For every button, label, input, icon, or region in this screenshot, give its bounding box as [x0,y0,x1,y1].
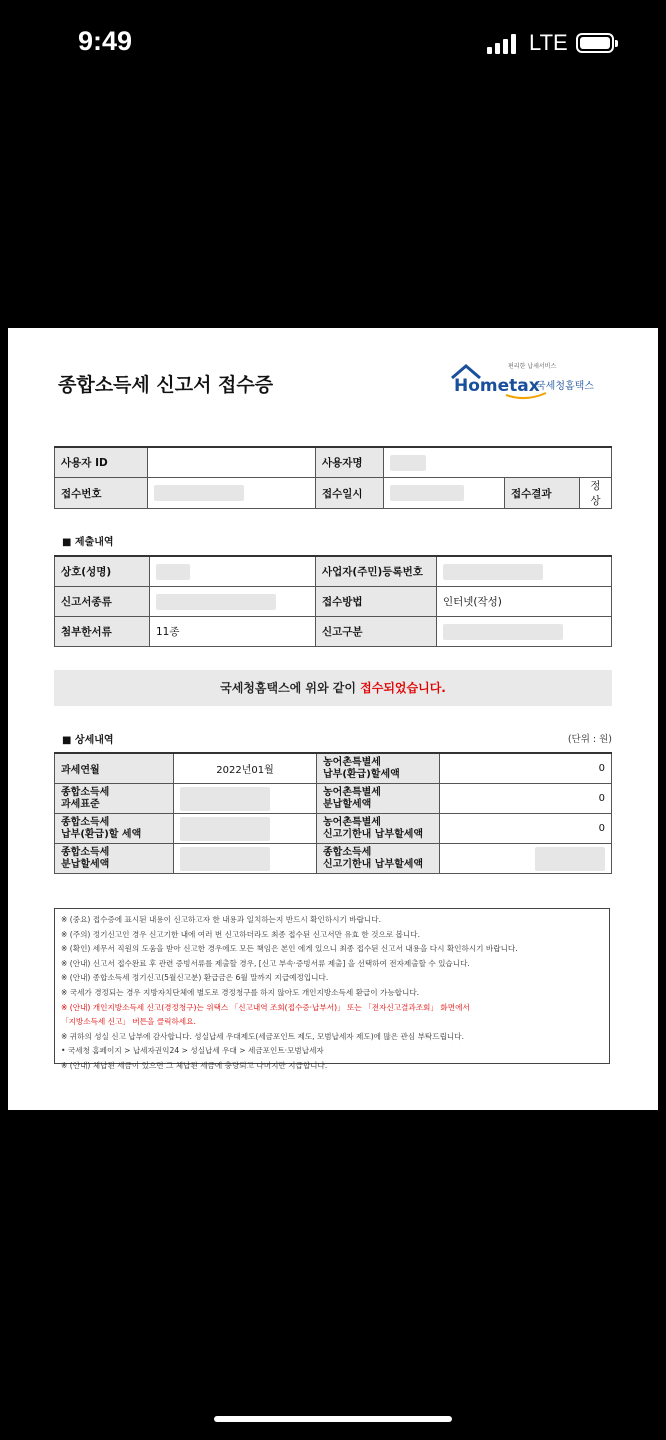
receipt-confirmation-banner [54,670,612,706]
income-tax-installment-label: 종합소득세 분납할세액 [55,844,174,874]
attachments-label: 첨부한서류 [55,617,150,647]
tax-period-label: 과세연월 [55,753,174,784]
receipt-document [8,328,658,1110]
income-tax-deadline-value [440,844,612,874]
note-item: ※ (확인) 세무서 직원의 도움을 받아 신고한 경우에도 모든 책임은 본인 에게 있으니 최종 접수된 신고서 내용을 다시 확인하시기 바랍니다. [61,944,518,954]
logo-subtitle: 국세청홈택스 [536,381,594,392]
document-title: 종합소득세 신고서 접수증 [58,374,274,396]
tax-period-value: 2022년01월 [174,753,317,784]
category-value [437,617,612,647]
cellular-signal-icon [487,34,521,54]
user-name-label: 사용자명 [316,447,384,478]
income-tax-deadline-label: 종합소득세 신고기한내 납부할세액 [317,844,440,874]
method-label: 접수방법 [316,587,437,617]
reg-no-label: 사업자(주민)등록번호 [316,556,437,587]
receipt-info-table [54,446,612,509]
attachments-value: 11종 [150,617,316,647]
note-item: 「지방소득세 신고」 버튼을 클릭하세요. [61,1017,196,1027]
rural-tax-installment-label: 농어촌특별세 분납할세액 [317,784,440,814]
rural-tax-payable-label: 농어촌특별세 납부(환급)할세액 [317,753,440,784]
notes-box [54,908,610,1070]
income-tax-base-label: 종합소득세 과세표준 [55,784,174,814]
form-type-label: 신고서종류 [55,587,150,617]
receipt-result-value: 정상 [580,478,612,509]
reg-no-value [437,556,612,587]
note-item: • 국세청 홈페이지 > 납세자권익24 > 성실납세 우대 > 세금포인트·모범납세자 [61,1046,324,1056]
details-table [54,752,612,874]
status-bar [0,0,666,90]
banner-text: 국세청홈택스에 위와 같이 [220,681,361,695]
note-item: ※ (안내) 체납된 세금이 있으면 그 체납된 세금에 충당되고 나머지만 지급합니다. [61,1060,328,1070]
unit-label: (단위 : 원) [567,734,612,745]
banner-highlight: 접수되었습니다. [360,681,446,695]
status-time: 9:49 [78,26,133,56]
method-value: 인터넷(작성) [437,587,612,617]
receipt-result-label: 접수결과 [505,478,580,509]
rural-tax-payable-value: 0 [440,753,612,784]
details-section-title: ■ 상세내역 [62,735,114,746]
user-id-label: 사용자 ID [55,447,148,478]
rural-tax-installment-value: 0 [440,784,612,814]
note-item: ※ 국세가 경정되는 경우 지방자치단체에 별도로 경정청구를 하지 않아도 개인지방소득세 환급이 가능합니다. [61,987,420,997]
income-tax-payable-label: 종합소득세 납부(환급)할 세액 [55,814,174,844]
income-tax-payable-value [174,814,317,844]
submission-section-title: ■ 제출내역 [62,537,114,548]
income-tax-base-value [174,784,317,814]
note-item: ※ 귀하의 성실 신고 납부에 감사합니다. 성실납세 우대제도(세금포인트 제도, 모범납세자 제도)에 많은 관심 부탁드립니다. [61,1031,465,1041]
note-item: ※ (안내) 신고서 접수완료 후 관련 증빙서류를 제출할 경우, [신고 부속·증빙서류 제출] 을 선택하여 전자제출할 수 있습니다. [61,958,470,968]
receipt-no-value [148,478,316,509]
hometax-logo [448,358,608,402]
receipt-datetime-label: 접수일시 [316,478,384,509]
note-item: ※ (안내) 종합소득세 정기신고(5월신고분) 환급금은 6월 말까지 지급예정입니다. [61,973,329,983]
submission-table [54,555,612,647]
battery-icon [576,33,614,53]
note-item: ※ (주의) 정기신고인 경우 신고기한 내에 여러 번 신고하더라도 최종 접수된 신고서만 유효 한 것으로 봅니다. [61,929,420,939]
receipt-datetime-value [384,478,505,509]
form-type-value [150,587,316,617]
rural-tax-deadline-value: 0 [440,814,612,844]
note-item: ※ (중요) 접수증에 표시된 내용이 신고하고자 한 내용과 일치하는지 반드시 확인하시기 바랍니다. [61,915,382,924]
logo-tagline: 편리한 납세서비스 [508,363,557,370]
logo-text: Hometax [454,376,540,396]
company-label: 상호(성명) [55,556,150,587]
rural-tax-deadline-label: 농어촌특별세 신고기한내 납부할세액 [317,814,440,844]
category-label: 신고구분 [316,617,437,647]
network-type: LTE [529,30,568,55]
company-value [150,556,316,587]
note-item: ※ (안내) 개인지방소득세 신고(경정청구)는 위택스 「신고내역 조회(접수증·납부서)」 또는 「전자신고결과조회」 화면에서 [61,1002,470,1012]
home-indicator[interactable] [214,1416,452,1422]
income-tax-installment-value [174,844,317,874]
user-name-value [384,447,612,478]
receipt-no-label: 접수번호 [55,478,148,509]
user-id-value [148,447,316,478]
